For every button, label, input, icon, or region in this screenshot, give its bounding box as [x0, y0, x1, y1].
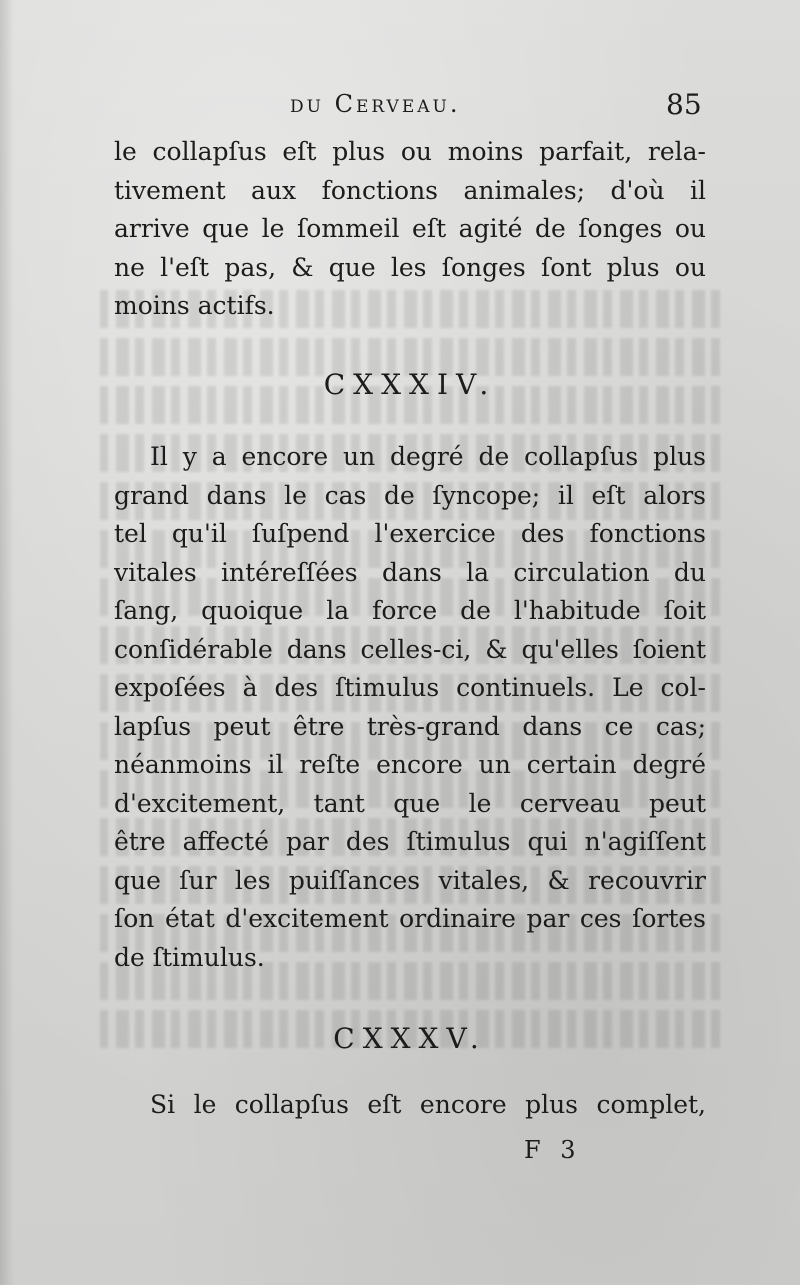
text-line: tel qu'il ſuſpend l'exercice des fonctions: [114, 519, 706, 548]
text-line: ſang, quoique la force de l'habitude ſoit: [114, 596, 706, 625]
text-line: être affecté par des ſtimulus qui n'agiſſent: [114, 827, 706, 856]
text-line: Si le collapſus eſt encore plus complet,: [150, 1090, 706, 1119]
text-line: arrive que le ſommeil eſt agité de ſonges ou: [114, 214, 706, 243]
page-edge-shadow: [0, 0, 14, 1285]
signature-mark: F 3: [524, 1136, 582, 1164]
section-heading-cxxxiv: CXXXIV.: [323, 368, 497, 401]
text-line: moins actifs.: [114, 291, 275, 320]
text-line: lapſus peut être très-grand dans ce cas;: [114, 711, 706, 741]
text-line: tivement aux fonctions animales; d'où il: [114, 175, 706, 205]
text-line: d'excitement, tant que le cerveau peut: [114, 788, 706, 818]
text-line: conſidérable dans celles-ci, & qu'elles ſoient: [114, 634, 706, 664]
text-line: ſon état d'excitement ordinaire par ces ſortes: [114, 904, 706, 933]
text-line: ne l'eſt pas, & que les ſonges ſont plus ou: [114, 252, 706, 282]
text-line: le collapſus eſt plus ou moins parfait, rela-: [114, 137, 706, 166]
text-line: vitales intéreſſées dans la circulation du: [114, 557, 706, 587]
running-title: du Cerveau.: [290, 90, 461, 118]
text-line: expoſées à des ſtimulus continuels. Le col-: [114, 673, 706, 702]
paragraph-continued: [114, 133, 706, 326]
text-line: grand dans le cas de ſyncope; il eſt alors: [114, 480, 706, 510]
paragraph-cxxxv: [114, 1086, 706, 1125]
text-line: néanmoins il reſte encore un certain degré: [114, 750, 706, 779]
running-head: [0, 84, 800, 124]
text-line: de ſtimulus.: [114, 942, 265, 972]
section-heading-cxxxv: CXXXV.: [333, 1022, 487, 1055]
paragraph-cxxxiv: [114, 438, 706, 977]
page-number: 85: [666, 88, 702, 121]
text-line: Il y a encore un degré de collapſus plus: [150, 442, 706, 471]
text-line: que ſur les puiſſances vitales, & recouvrir: [114, 865, 706, 895]
